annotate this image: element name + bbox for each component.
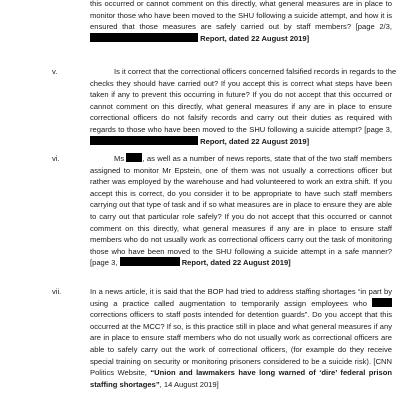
text-line: Ms , as well as a number of news reports, state that of the two staff members [114,154,392,163]
text-line: carrying out that type of task and if so what measures are in place to ensure they are able [90,200,392,210]
text-line: checks they should have carried out? If you accept this is correct what steps have been [90,78,392,88]
text-line: regards to those who have been moved to the SHU following a suicide attempt? [page 3, [90,124,392,134]
citation-line [90,136,392,148]
text-line: accept this is correct, do you consider it to be appropriate to have such staff members [90,188,392,198]
text-line: using a practice called augmentation to temporarily assign employees who [90,298,392,310]
item-number: v. [52,67,58,76]
text-line: cannot comment on this directly, what general measures if any are in place to ensure [90,101,392,111]
text-line: correctional officers do not falsify records and carry out their duties as required with [90,113,392,123]
text-line: occurred at the MCC? If so, is this practice still in place and what general measures if any [90,321,392,331]
citation-line [90,33,392,45]
source-line: Politics Website, “Union and lawmakers have long warned of ‘dire’ federal prison [90,368,392,378]
text-line: taken if any to prevent this occurring in future? If you do not accept that this occurred or [90,90,392,100]
text-line: monitor those who have been moved to the SHU following a suicide attempt, and how it is [90,10,392,20]
citation-text: Report, dated 22 August 2019] [200,33,310,43]
paragraph-text [90,153,392,269]
redaction-block [126,153,142,162]
text-line: members who do not usually work as correctional officers carry out the task of monitoring [90,235,392,245]
source-title: staffing shortages” [90,379,160,389]
redaction-block [90,136,198,145]
text-line: corrections officers to staff posts intended for detention guards”. Do you accept that this [90,310,392,320]
redaction-block [372,298,392,307]
text-line: assigned to monitor Mr Epstein, one of them was not usually a corrections officer but [90,165,392,175]
text-line: to carry out that particular role safely? If you do not accept that this occurred or cannot [90,211,392,221]
text-line: ensured that those measures are safely carried out by staff members? [page 2/3, [90,22,392,32]
text-line: special training on security or monitoring prisoners considered to be a suicide risk). [CNN [90,356,392,366]
text-line: this occurred or cannot comment on this directly, what general measures are in place to [90,0,392,8]
text-line: able to safely carry out the work of correctional officers, (for example do they receive [90,344,392,354]
item-number: vi. [52,154,60,163]
citation-text: Report, dated 22 August 2019] [200,136,310,146]
text-line: rather was employed by the warehouse and had volunteered to work an extra shift. If you [90,177,392,187]
citation-text: Report, dated 22 August 2019] [181,258,291,268]
text-line: those who have been moved to the SHU following a suicide attempt in a safe manner? [90,246,392,256]
source-title: “Union and lawmakers have long warned of ‘dire’ federal prison [150,368,392,378]
text-line: In a news article, it is said that the BOP had tried to address staffing shortages “in part by [90,287,392,296]
citation-line: [page 3, Report, dated 22 August 2019] [90,258,291,268]
redaction-block [120,257,180,266]
source-line: staffing shortages”, 14 August 2019] [90,379,219,389]
text-line: Is it correct that the correctional officers concerned falsified records in regards to the [114,67,397,76]
text-line: are in place to ensure staff members who do not usually work as correctional officers are [90,333,392,343]
paragraph-text [90,0,392,44]
item-number: vii. [52,287,62,296]
text-line: comment on this directly, what general measures if any are in place to ensure staff [90,223,392,233]
redaction-block [90,33,198,42]
paragraph-text [90,286,392,390]
paragraph-text [90,66,397,147]
